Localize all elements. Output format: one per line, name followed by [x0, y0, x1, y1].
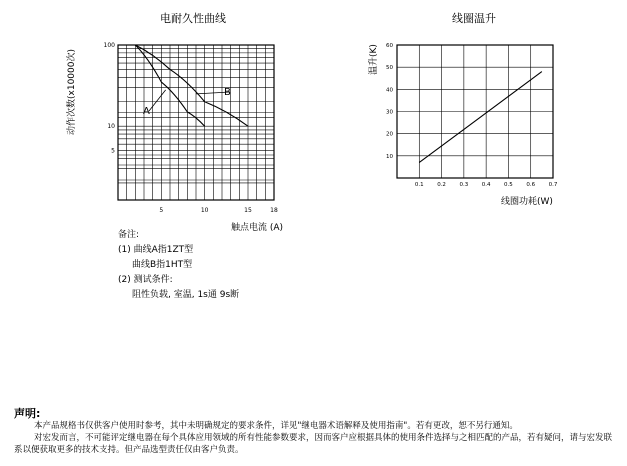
- temp-y-tick-label: 10: [386, 153, 393, 160]
- statement-block: [14, 420, 614, 456]
- temp-y-tick-label: 60: [386, 43, 393, 49]
- life-y-tick-label: 10: [107, 123, 115, 131]
- statement-para-1: 本产品规格书仅供客户使用时参考，其中未明确规定的要求条件，详见"继电器术语解释及使用指南"。若有更改，恕不另行通知。: [34, 421, 518, 431]
- temp-y-tick-label: 40: [386, 87, 393, 94]
- temp-y-tick-label: 20: [386, 131, 393, 138]
- temp-chart-title: 线圈温升: [452, 12, 496, 25]
- life-x-tick-label: 15: [244, 207, 252, 214]
- life-chart-ylabel: 动作次数(x10000次): [67, 49, 77, 135]
- note-item-2b: 阻性负载, 室温, 1s通 9s断: [132, 290, 240, 300]
- temp-y-tick-label: 50: [386, 65, 393, 72]
- life-series-A-label: A: [143, 106, 150, 117]
- temp-chart-xlabel: 线圈功耗(W): [501, 197, 553, 207]
- notes-block: [118, 228, 239, 303]
- life-series-B-label: B: [224, 87, 231, 98]
- note-item-1: (1) 曲线A指1ZT型: [118, 245, 194, 255]
- life-chart-title: 电耐久性曲线: [160, 12, 226, 25]
- statement-heading: 声明:: [14, 407, 41, 420]
- statement-para-2: 对宏发而言，不可能评定继电器在每个具体应用领域的所有性能参数要求，因而客户应根据具体的使用条件选择与之相匹配的产品，若有疑问，请与宏发联系以便获取更多的技术支持。但产品选型责任仅由客户负责。: [14, 433, 613, 455]
- life-chart-xlabel: 触点电流 (A): [231, 223, 284, 233]
- life-x-tick-label: 18: [270, 207, 278, 214]
- life-y-tick-label: 100: [103, 42, 115, 49]
- temp-x-tick-label: 0.5: [504, 182, 513, 188]
- note-item-1b: 曲线B指1HT型: [132, 260, 193, 270]
- life-x-tick-label: 5: [159, 207, 164, 214]
- temp-x-tick-label: 0.6: [526, 182, 536, 188]
- note-item-2: (2) 测试条件:: [118, 275, 173, 285]
- temp-chart-ylabel: 温升(K): [369, 44, 379, 75]
- notes-heading: 备注:: [118, 230, 140, 240]
- temp-x-tick-label: 0.2: [437, 182, 446, 188]
- temp-y-tick-label: 30: [386, 109, 393, 116]
- temp-x-tick-label: 0.1: [414, 182, 424, 188]
- temp-x-tick-label: 0.4: [481, 182, 491, 188]
- life-x-tick-label: 10: [200, 207, 209, 214]
- life-y-tick-label: 5: [111, 147, 115, 155]
- temp-x-tick-label: 0.7: [548, 182, 558, 188]
- temp-x-tick-label: 0.3: [459, 182, 469, 188]
